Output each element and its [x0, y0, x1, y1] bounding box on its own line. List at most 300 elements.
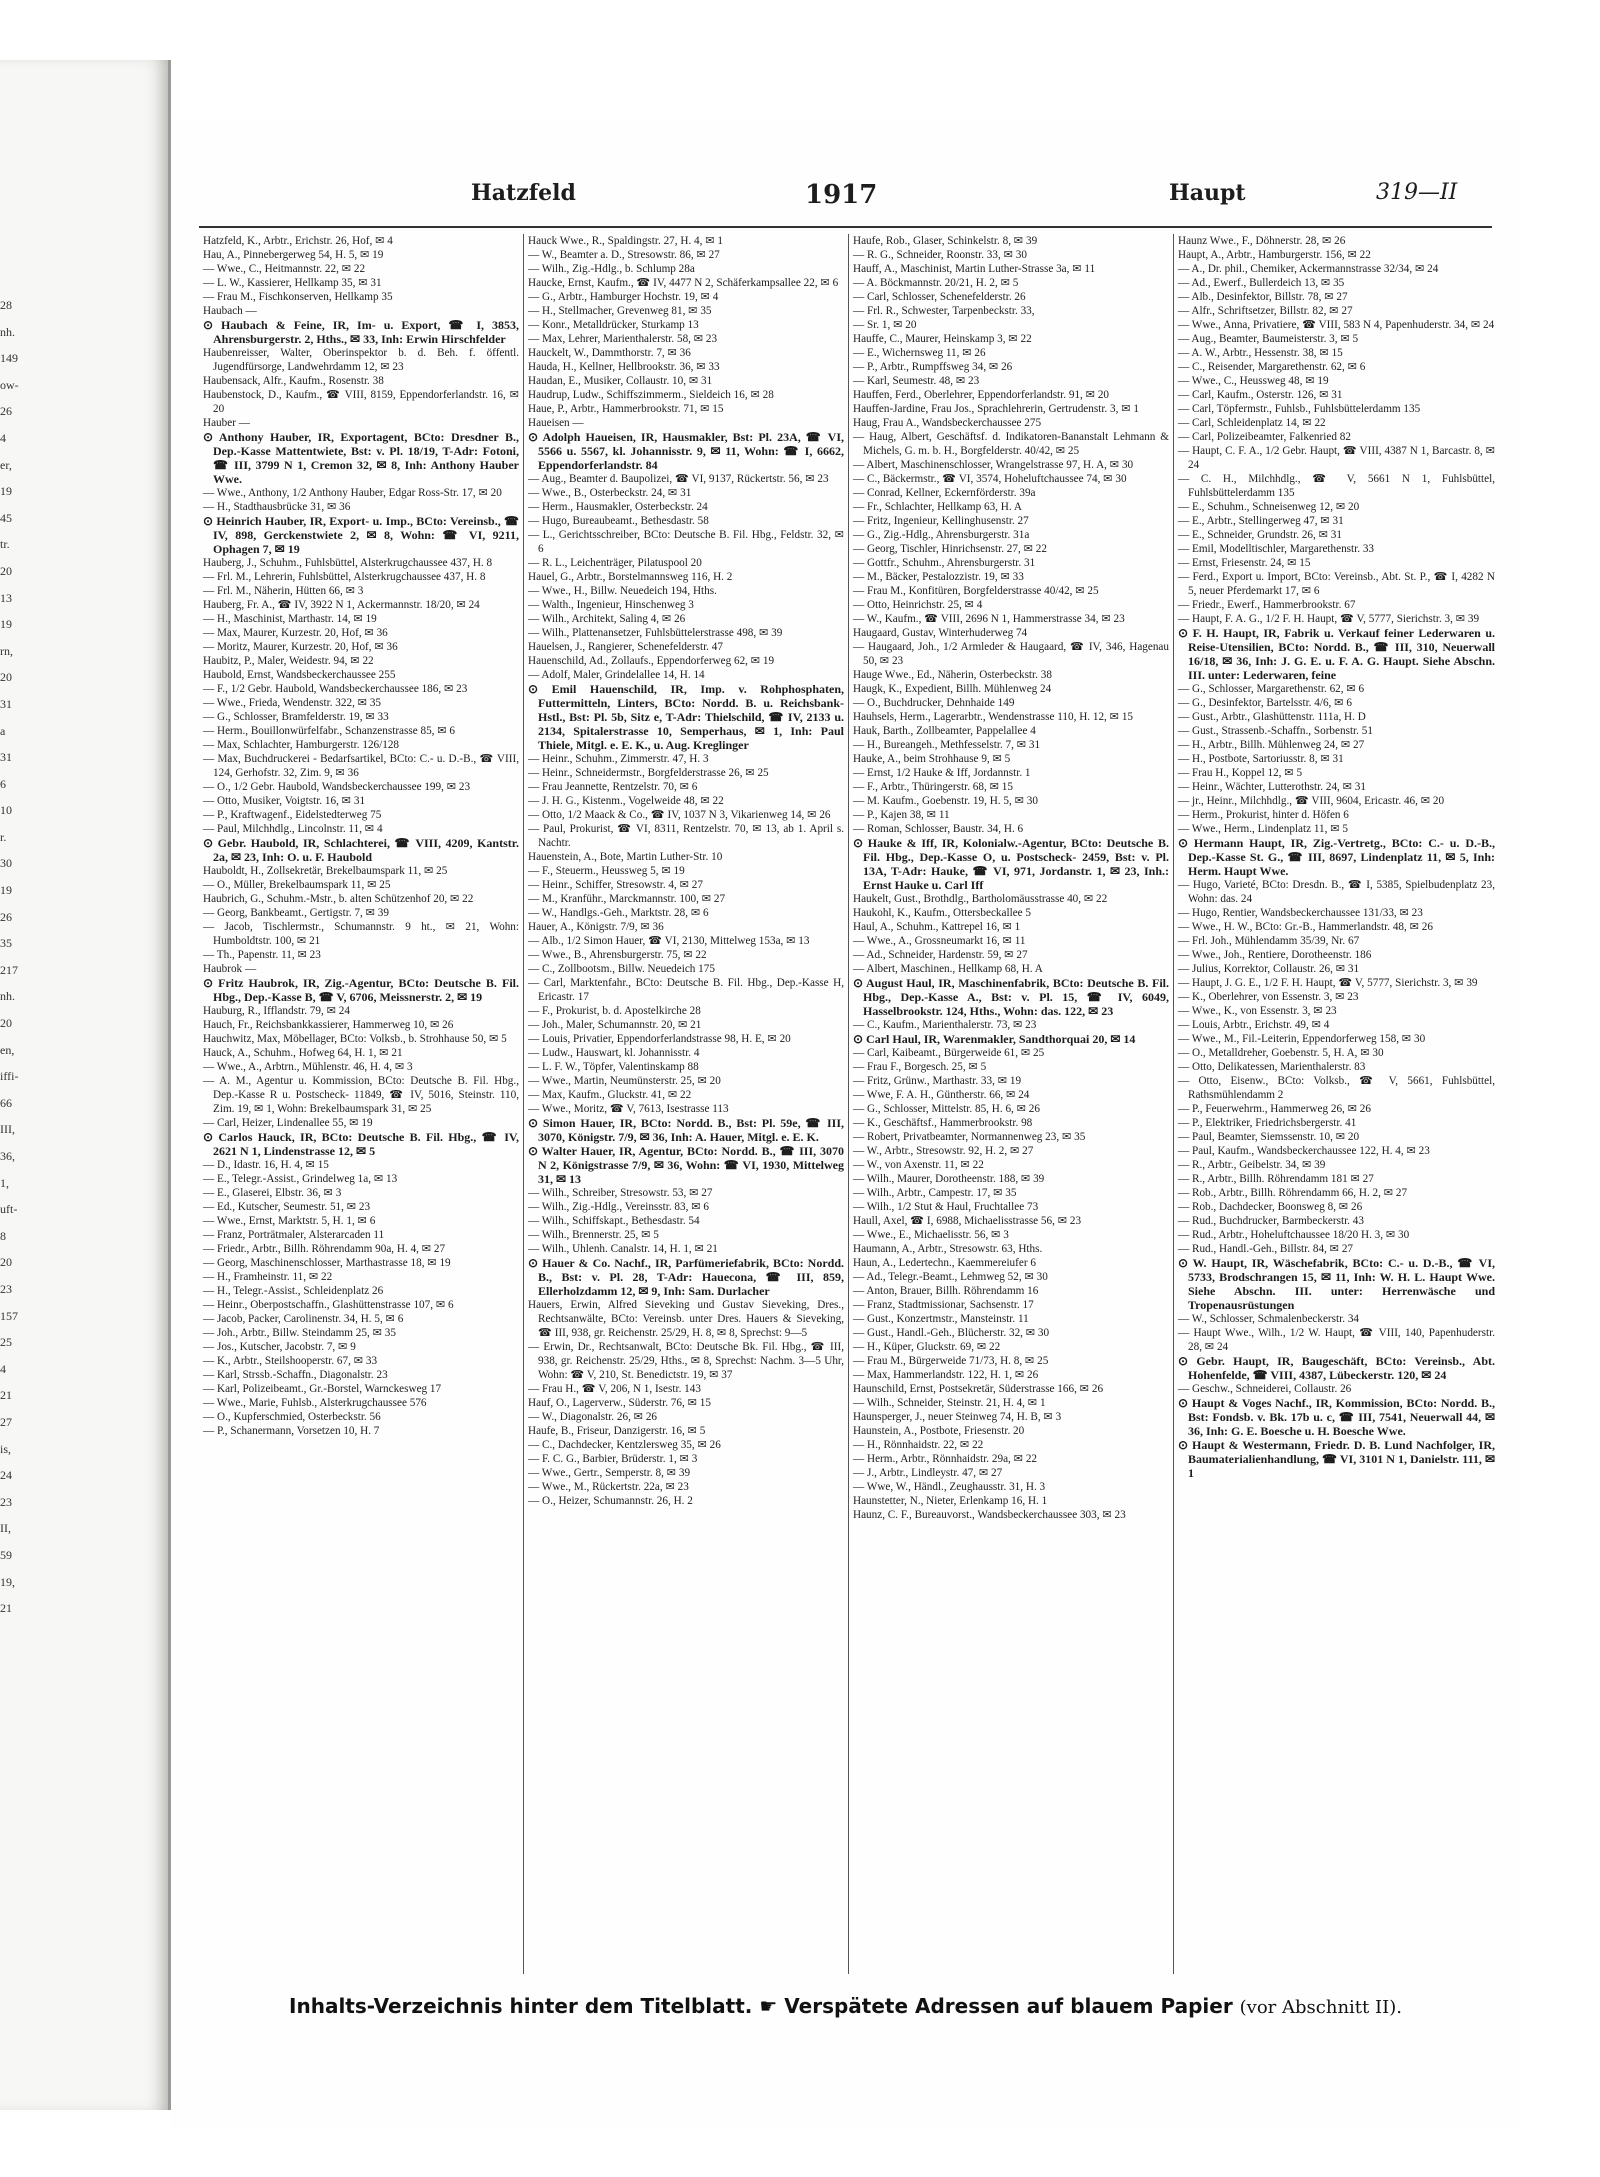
directory-entry: ⊙ Carl Haul, IR, Warenmakler, Sandthorquai 20, ✉ 14: [853, 1032, 1136, 1046]
previous-page-fragment: 4: [0, 430, 6, 445]
directory-entry: — M., Bäcker, Pestalozzistr. 19, ✉ 33: [853, 571, 1024, 583]
directory-entry: — Herm., Hausmakler, Osterbeckstr. 24: [528, 501, 708, 513]
previous-page-fragment: nh.: [0, 989, 15, 1004]
footer-left-text: Inhalts-Verzeichnis hinter dem Titelblatt.: [289, 1994, 753, 2018]
directory-entry: — P., Kraftwagenf., Eidelstedterweg 75: [203, 809, 382, 821]
directory-entry: — A. M., Agentur u. Kommission, BCto: Deutsche B. Fil. Hbg., Dep.-Kasse R u. Postscheck- 11849, ☎ IV, 5016, Steinstr. 110, Zim. 19, ✉ 1, Wohn: Brekelbaumspark 31, ✉ 25: [203, 1075, 519, 1115]
previous-page-fragment: 24: [0, 1468, 12, 1483]
directory-entry: — J., Arbtr., Lindleystr. 47, ✉ 27: [853, 1467, 1003, 1479]
directory-entry: — Frau M., Fischkonserven, Hellkamp 35: [203, 291, 393, 303]
directory-entry: — K., Arbtr., Steilshooperstr. 67, ✉ 33: [203, 1355, 378, 1367]
directory-entry: Hauer, A., Königstr. 7/9, ✉ 36: [528, 921, 664, 933]
directory-entry: — Hugo, Rentier, Wandsbeckerchaussee 131/33, ✉ 23: [1178, 907, 1423, 919]
directory-entry: — Haupt, J. G. E., 1/2 F. H. Haupt, ☎ V, 5777, Sierichstr. 3, ✉ 39: [1178, 977, 1478, 989]
previous-page-fragment: nh.: [0, 324, 15, 339]
directory-entry: Haunstein, A., Postbote, Friesenstr. 20: [853, 1425, 1025, 1437]
directory-entry: — Carl, Kaibeamt., Bürgerweide 61, ✉ 25: [853, 1047, 1045, 1059]
directory-entry: — C., Reisender, Margarethenstr. 62, ✉ 6: [1178, 361, 1366, 373]
directory-entry: — Alb., Desinfektor, Billstr. 78, ✉ 27: [1178, 291, 1348, 303]
directory-entry: — Georg, Tischler, Hinrichsenstr. 27, ✉ 22: [853, 543, 1047, 555]
directory-entry: — Herm., Arbtr., Rönnhaidstr. 29a, ✉ 22: [853, 1453, 1038, 1465]
directory-entry: — W., Diagonalstr. 26, ✉ 26: [528, 1411, 658, 1423]
directory-entry: Hauel, G., Arbtr., Borstelmannsweg 116, H. 2: [528, 571, 733, 583]
previous-page-fragment: 157: [0, 1308, 18, 1323]
directory-entry: — Wwe., Moritz, ☎ V, 7613, Isestrasse 113: [528, 1103, 729, 1115]
directory-entry: ⊙ W. Haupt, IR, Wäschefabrik, BCto: C.- u. D.-B., ☎ VI, 5733, Brodschrangen 15, ✉ 11, Inh: W. H. L. Haupt Wwe. Siehe Abschn. III. unter: Herrenwäsche und Tropenausrüstungen: [1178, 1256, 1495, 1312]
directory-entry: — G., Schlosser, Mittelstr. 85, H. 6, ✉ 26: [853, 1103, 1040, 1115]
directory-entry: — Herm., Bouillonwürfelfabr., Schanzenstrasse 85, ✉ 6: [203, 725, 456, 737]
directory-entry: — Wwe., Joh., Rentiere, Dorotheenstr. 186: [1178, 949, 1372, 961]
directory-entry: Haugk, K., Expedient, Billh. Mühlenweg 24: [853, 683, 1052, 695]
directory-entry: — Frau F., Borgesch. 25, ✉ 5: [853, 1061, 987, 1073]
directory-entry: — Haug, Albert, Geschäftsf. d. Indikatoren-Bananstalt Lehmann & Michels, G. m. b. H., Borgfelderstr. 40/42, ✉ 25: [853, 431, 1169, 457]
directory-entry: ⊙ Carlos Hauck, IR, BCto: Deutsche B. Fil. Hbg., ☎ IV, 2621 N 1, Lindenstrasse 12, ✉ 5: [203, 1130, 519, 1158]
directory-entry: — Otto, Eisenw., BCto: Volksb., ☎ V, 5661, Fuhlsbüttel, Rathsmühlendamm 2: [1178, 1075, 1495, 1101]
directory-entry: — Wwe., M., Fil.-Leiterin, Eppendorferweg 158, ✉ 30: [1178, 1033, 1426, 1045]
directory-entry: — Erwin, Dr., Rechtsanwalt, BCto: Deutsche Bk. Fil. Hbg., ☎ III, 938, gr. Reichenstr. 25/29, Hths., ✉ 8, Sprechst: Nachm. 3—5 Uhr, Wohn: ☎ V, 210, St. Benedictstr. 19, ✉ 37: [528, 1341, 844, 1381]
directory-entry: — Georg, Bankbeamt., Gertigstr. 7, ✉ 39: [203, 907, 389, 919]
directory-entry: — O., Heizer, Schumannstr. 26, H. 2: [528, 1495, 693, 1507]
previous-page-fragment: 20: [0, 1255, 12, 1270]
directory-entry: — Wwe., A., Arbtrn., Mühlenstr. 46, H. 4, ✉ 3: [203, 1061, 413, 1073]
previous-page-fragment: 27: [0, 1414, 12, 1429]
directory-entry: — Otto, Delikatessen, Marienthalerstr. 83: [1178, 1061, 1366, 1073]
directory-entry: — H., Küper, Gluckstr. 69, ✉ 22: [853, 1341, 1001, 1353]
previous-page-fragment: 19,: [0, 1574, 15, 1589]
directory-entry: — Heinr., Wächter, Lutterothstr. 24, ✉ 31: [1178, 781, 1366, 793]
directory-entry: — Carl, Heizer, Lindenallee 55, ✉ 19: [203, 1117, 373, 1129]
directory-entry: Hauber —: [203, 417, 250, 429]
directory-entry: — Wwe., A., Grossneumarkt 16, ✉ 11: [853, 935, 1026, 947]
directory-entry: — K., Geschäftsf., Hammerbrookstr. 98: [853, 1117, 1033, 1129]
directory-entry: Hauberg, Fr. A., ☎ IV, 3922 N 1, Ackermannstr. 18/20, ✉ 24: [203, 599, 480, 611]
directory-entry: — W., Handlgs.-Geh., Marktstr. 28, ✉ 6: [528, 907, 709, 919]
directory-entry: Hauboldt, H., Zollsekretär, Brekelbaumspark 11, ✉ 25: [203, 865, 448, 877]
directory-entry: — C., Kaufm., Marienthalerstr. 73, ✉ 23: [853, 1019, 1037, 1031]
directory-entry: — Heinr., Schuhm., Zimmerstr. 47, H. 3: [528, 753, 709, 765]
directory-entry: — Konr., Metalldrücker, Sturkamp 13: [528, 319, 699, 331]
directory-entry: — Wwe., C., Heussweg 48, ✉ 19: [1178, 375, 1329, 387]
directory-entry: — Adolf, Maler, Grindelallee 14, H. 14: [528, 669, 705, 681]
previous-page-fragment: 1,: [0, 1175, 9, 1190]
previous-page-fragment: 23: [0, 1494, 12, 1509]
directory-entry: — Emil, Modelltischler, Margarethenstr. 33: [1178, 543, 1375, 555]
directory-entry: ⊙ Hermann Haupt, IR, Zig.-Vertretg., BCto: C.- u. D.-B., Dep.-Kasse St. G., ☎ III, 8697, Lindenplatz 11, ✉ 5, Inh: Herm. Haupt Wwe.: [1178, 836, 1495, 878]
directory-entry: — Roman, Schlosser, Baustr. 34, H. 6: [853, 823, 1024, 835]
directory-entry: ⊙ F. H. Haupt, IR, Fabrik u. Verkauf feiner Lederwaren u. Reise-Utensilien, BCto: Nordd. B., ☎ III, 310, Neuerwall 16/18, ✉ 36, Inh: J. G. E. u. F. A. G. Haupt. Siehe Abschn. III. unter: Lederwaren, feine: [1178, 626, 1495, 682]
directory-entry: Hauge Wwe., Ed., Näherin, Osterbeckstr. 38: [853, 669, 1052, 681]
directory-entry: — Frl. R., Schwester, Tarpenbeckstr. 33,: [853, 305, 1035, 317]
directory-entry: — Fritz, Ingenieur, Kellinghusenstr. 27: [853, 515, 1029, 527]
directory-entry: — Moritz, Maurer, Kurzestr. 20, Hof, ✉ 36: [203, 641, 398, 653]
header-right-name: Haupt: [1169, 180, 1246, 206]
directory-entry: — G., Schlosser, Bramfelderstr. 19, ✉ 33: [203, 711, 389, 723]
directory-entry: Hauelsen, J., Rangierer, Schenefelderstr. 47: [528, 641, 723, 653]
directory-entry: Hau, A., Pinnebergerweg 54, H. 5, ✉ 19: [203, 249, 384, 261]
directory-entry: — Fr., Schlachter, Hellkamp 63, H. A: [853, 501, 1022, 513]
directory-entry: — Jacob, Tischlermstr., Schumannstr. 9 ht., ✉ 21, Wohn: Humboldtstr. 100, ✉ 21: [203, 921, 519, 947]
directory-entry: — Heinr., Oberpostschaffn., Glashüttenstrasse 107, ✉ 6: [203, 1299, 454, 1311]
directory-entry: — H., Stadthausbrücke 31, ✉ 36: [203, 501, 351, 513]
previous-page-fragment: 23: [0, 1281, 12, 1296]
previous-page-fragment: iffi-: [0, 1069, 19, 1084]
directory-entry: — Julius, Korrektor, Collaustr. 26, ✉ 31: [1178, 963, 1360, 975]
previous-page-fragment: 25: [0, 1335, 12, 1350]
previous-page-fragment: is,: [0, 1441, 12, 1456]
directory-entry: Haukelt, Gust., Brothdlg., Bartholomäusstrasse 40, ✉ 22: [853, 893, 1108, 905]
directory-entry: — F., 1/2 Gebr. Haubold, Wandsbeckerchaussee 186, ✉ 23: [203, 683, 468, 695]
previous-page-fragment: 20: [0, 563, 12, 578]
directory-entry: — Wwe., Marie, Fuhlsb., Alsterkrugchaussee 576: [203, 1397, 427, 1409]
directory-entry: — Hugo, Bureaubeamt., Bethesdastr. 58: [528, 515, 709, 527]
directory-entry: — Aug., Beamter d. Baupolizei, ☎ VI, 9137, Rückertstr. 56, ✉ 23: [528, 473, 829, 485]
directory-entry: — Wwe., Frieda, Wendenstr. 322, ✉ 35: [203, 697, 382, 709]
directory-entry: — Gust., Konzertmstr., Mansteinstr. 11: [853, 1313, 1029, 1325]
directory-entry: Hauhsels, Herm., Lagerarbtr., Wendenstrasse 110, H. 12, ✉ 15: [853, 711, 1134, 723]
previous-page-fragment: III,: [0, 1122, 15, 1137]
directory-entry: ⊙ Adolph Haueisen, IR, Hausmakler, Bst: Pl. 23A, ☎ VI, 5566 u. 5567, kl. Johannisstr. 9, ✉ 11, Wohn: ☎ I, 6662, Eppendorferlandstr. 84: [528, 430, 844, 472]
directory-entry: — Carl, Marktenfahr., BCto: Deutsche B. Fil. Hbg., Dep.-Kasse H, Ericastr. 17: [528, 977, 844, 1003]
previous-page-fragment: r.: [0, 829, 7, 844]
directory-entry: — Wwe, F. A. H., Güntherstr. 66, ✉ 24: [853, 1089, 1030, 1101]
directory-entry: Haubach —: [203, 305, 257, 317]
footer-note: (vor Abschnitt II).: [1239, 1997, 1402, 2018]
previous-page-fragment: 30: [0, 856, 12, 871]
directory-entry: — Otto, Heinrichstr. 25, ✉ 4: [853, 599, 983, 611]
directory-entry: — jr., Heinr., Milchhdlg., ☎ VIII, 9604, Ericastr. 46, ✉ 20: [1178, 795, 1445, 807]
directory-entry: — Aug., Beamter, Baumeisterstr. 3, ✉ 5: [1178, 333, 1359, 345]
directory-entry: — Carl, Töpfermstr., Fuhlsb., Fuhlsbüttelerdamm 135: [1178, 403, 1421, 415]
directory-entry: — O., Buchdrucker, Dehnhaide 149: [853, 697, 1015, 709]
directory-entry: ⊙ Emil Hauenschild, IR, Imp. v. Rohphosphaten, Futtermitteln, Linters, BCto: Nordd. B. u. Reichsbank-Hstl., Bst: Pl. 5b, Sitz e, T-Adr: Thielschild, ☎ IV, 2133 u. 2134, Spitalerstrasse 10, Semperhaus, ✉ 1, Inh: Paul Thiele, Mitgl. e. E. K., u. Aug. Kreglinger: [528, 682, 844, 752]
directory-entry: Hauff, A., Maschinist, Martin Luther-Strasse 3a, ✉ 11: [853, 263, 1096, 275]
directory-entry: — Frl. M., Näherin, Hütten 66, ✉ 3: [203, 585, 364, 597]
directory-entry: — Sr. 1, ✉ 20: [853, 319, 917, 331]
previous-page-fragment: 45: [0, 510, 12, 525]
directory-entry: — Geschw., Schneiderei, Collaustr. 26: [1178, 1383, 1352, 1395]
directory-entry: — Ferd., Export u. Import, BCto: Vereinsb., Abt. St. P., ☎ I, 4282 N 5, neuer Pferdemarkt 17, ✉ 6: [1178, 571, 1495, 597]
directory-entry: — Paul, Prokurist, ☎ VI, 8311, Rentzelstr. 70, ✉ 13, ab 1. April s. Nachtr.: [528, 823, 844, 849]
page-footer: [207, 1994, 1484, 2018]
directory-entry: ⊙ August Haul, IR, Maschinenfabrik, BCto: Deutsche B. Fil. Hbg., Dep.-Kasse A., Bst: v. Pl. 15, ☎ IV, 6049, Hasselbrookstr. 124, Hths., Wohn: das. 122, ✉ 23: [853, 976, 1169, 1018]
directory-entry: — L., Gerichtsschreiber, BCto: Deutsche B. Fil. Hbg., Feldstr. 32, ✉ 6: [528, 529, 844, 555]
directory-column-1: [199, 234, 524, 1974]
directory-entry: — Wwe., C., Heitmannstr. 22, ✉ 22: [203, 263, 366, 275]
directory-entry: — Frau H., Koppel 12, ✉ 5: [1178, 767, 1303, 779]
directory-entry: — Wwe., H., Billw. Neuedeich 194, Hths.: [528, 585, 717, 597]
directory-entry: — Ad., Schneider, Hardenstr. 59, ✉ 27: [853, 949, 1028, 961]
directory-entry: — Rud., Buchdrucker, Barmbeckerstr. 43: [1178, 1215, 1364, 1227]
directory-entry: — Ad., Telegr.-Beamt., Lehmweg 52, ✉ 30: [853, 1271, 1048, 1283]
directory-entry: — H., Telegr.-Assist., Schleidenplatz 26: [203, 1285, 384, 1297]
directory-entry: Haucke, Ernst, Kaufm., ☎ IV, 4477 N 2, Schäferkampsallee 22, ✉ 6: [528, 277, 839, 289]
directory-entry: ⊙ Gebr. Haupt, IR, Baugeschäft, BCto: Vereinsb., Abt. Hohenfelde, ☎ VIII, 4387, Lübeckerstr. 120, ✉ 24: [1178, 1354, 1495, 1382]
previous-page-fragment: en,: [0, 1042, 15, 1057]
directory-entry: — E., Telegr.-Assist., Grindelweg 1a, ✉ 13: [203, 1173, 398, 1185]
directory-column-3: [849, 234, 1174, 1974]
directory-entry: Haubensack, Alfr., Kaufm., Rosenstr. 38: [203, 375, 384, 387]
directory-entry: — Wilh., Schiffskapt., Bethesdastr. 54: [528, 1215, 700, 1227]
directory-entry: Haubenstock, D., Kaufm., ☎ VIII, 8159, Eppendorferlandstr. 16, ✉ 20: [203, 389, 519, 415]
directory-entry: ⊙ Haubach & Feine, IR, Im- u. Export, ☎ I, 3853, Ahrensburgerstr. 2, Hths., ✉ 33, Inh: Erwin Hirschfelder: [203, 318, 519, 346]
directory-entry: ⊙ Gebr. Haubold, IR, Schlachterei, ☎ VIII, 4209, Kantstr. 2a, ✉ 23, Inh: O. u. F. Haubold: [203, 836, 519, 864]
previous-page-fragment: ow-: [0, 377, 19, 392]
directory-entry: — F., Steuerm., Heussweg 5, ✉ 19: [528, 865, 685, 877]
directory-entry: — Paul, Kaufm., Wandsbeckerchaussee 122, H. 4, ✉ 23: [1178, 1145, 1430, 1157]
directory-entry: Haupt, A., Arbtr., Hamburgerstr. 156, ✉ 22: [1178, 249, 1371, 261]
directory-entry: — Gust., Arbtr., Glashüttenstr. 111a, H. D: [1178, 711, 1366, 723]
directory-entry: ⊙ Heinrich Hauber, IR, Export- u. Imp., BCto: Vereinsb., ☎ IV, 898, Gerckenstwiete 2, ✉ 8, Wohn: ☎ VI, 9211, Ophagen 7, ✉ 19: [203, 514, 519, 556]
directory-entry: — Wilh., Architekt, Saling 4, ✉ 26: [528, 613, 686, 625]
directory-entry: — W., Arbtr., Stresowstr. 92, H. 2, ✉ 27: [853, 1145, 1034, 1157]
directory-entry: — G., Desinfektor, Bartelsstr. 4/6, ✉ 6: [1178, 697, 1352, 709]
directory-entry: ⊙ Walter Hauer, IR, Agentur, BCto: Nordd. B., ☎ III, 3070 N 2, Königstrasse 7/9, ✉ 36, Wohn: ☎ VI, 1930, Mittelweg 31, ✉ 13: [528, 1144, 844, 1186]
directory-entry: ⊙ Fritz Haubrok, IR, Zig.-Agentur, BCto: Deutsche B. Fil. Hbg., Dep.-Kasse B, ☎ V, 6706, Meissnerstr. 2, ✉ 19: [203, 976, 519, 1004]
directory-entry: — Paul, Milchhdlg., Lincolnstr. 11, ✉ 4: [203, 823, 383, 835]
previous-page-fragment: a: [0, 723, 6, 738]
directory-entry: — H., Framheinstr. 11, ✉ 22: [203, 1271, 333, 1283]
directory-entry: Haunschild, Ernst, Postsekretär, Süderstrasse 166, ✉ 26: [853, 1383, 1104, 1395]
directory-entry: — P., Feuerwehrm., Hammerweg 26, ✉ 26: [1178, 1103, 1371, 1115]
directory-entry: — C., Zollbootsm., Billw. Neuedeich 175: [528, 963, 715, 975]
directory-entry: — Wwe., B., Osterbeckstr. 24, ✉ 31: [528, 487, 692, 499]
directory-entry: Hatzfeld, K., Arbtr., Erichstr. 26, Hof, ✉ 4: [203, 235, 393, 247]
header-page-number: 319—II: [1376, 180, 1458, 205]
directory-entry: — H., Rönnhaidstr. 22, ✉ 22: [853, 1439, 984, 1451]
directory-entry: — Frl. M., Lehrerin, Fuhlsbüttel, Alsterkrugchaussee 437, H. 8: [203, 571, 486, 583]
directory-entry: — Wilh., Uhlenh. Canalstr. 14, H. 1, ✉ 21: [528, 1243, 718, 1255]
directory-entry: — Robert, Privatbeamter, Normannenweg 23, ✉ 35: [853, 1131, 1086, 1143]
directory-entry: — A. Böckmannstr. 20/21, H. 2, ✉ 5: [853, 277, 1019, 289]
directory-page: [171, 118, 1520, 2128]
directory-entry: — O., Kupferschmied, Osterbeckstr. 56: [203, 1411, 381, 1423]
directory-entry: — R., Arbtr., Geibelstr. 34, ✉ 39: [1178, 1159, 1326, 1171]
directory-entry: — Georg, Maschinenschlosser, Marthastrasse 18, ✉ 19: [203, 1257, 451, 1269]
directory-entry: — Jacob, Packer, Carolinenstr. 34, H. 5, ✉ 6: [203, 1313, 404, 1325]
directory-entry: Haueisen —: [528, 417, 584, 429]
directory-entry: — P., Arbtr., Rumpffsweg 34, ✉ 26: [853, 361, 1013, 373]
directory-entry: — Louis, Privatier, Eppendorferlandstrasse 98, H. E, ✉ 20: [528, 1033, 791, 1045]
directory-entry: Hauch, Fr., Reichsbankkassierer, Hammerweg 10, ✉ 26: [203, 1019, 454, 1031]
directory-entry: Haunz Wwe., F., Döhnerstr. 28, ✉ 26: [1178, 235, 1346, 247]
directory-entry: Hauf, O., Lagerverw., Süderstr. 76, ✉ 15: [528, 1397, 711, 1409]
directory-entry: — D., Idastr. 16, H. 4, ✉ 15: [203, 1159, 329, 1171]
directory-entry: — Friedr., Ewerf., Hammerbrookstr. 67: [1178, 599, 1356, 611]
directory-entry: — Haupt, C. F. A., 1/2 Gebr. Haupt, ☎ VIII, 4387 N 1, Barcastr. 8, ✉ 24: [1178, 445, 1495, 471]
previous-page-fragment: rn,: [0, 643, 13, 658]
directory-entry: — Th., Papenstr. 11, ✉ 23: [203, 949, 321, 961]
directory-entry: ⊙ Hauke & Iff, IR, Kolonialw.-Agentur, BCto: Deutsche B. Fil. Hbg., Dep.-Kasse O, u. Postscheck- 2459, Bst: v. Pl. 13A, T-Adr: Hauke, ☎ VI, 971, Jordanstr. 1, ✉ 23, Inh.: Ernst Hauke u. Carl Iff: [853, 836, 1169, 892]
directory-entry: — Hugo, Varieté, BCto: Dresdn. B., ☎ I, 5385, Spielbudenplatz 23, Wohn: das. 24: [1178, 879, 1495, 905]
directory-entry: Hauenschild, Ad., Zollaufs., Eppendorferweg 62, ✉ 19: [528, 655, 775, 667]
directory-entry: — C., Bäckermstr., ☎ VI, 3574, Hoheluftchaussee 74, ✉ 30: [853, 473, 1127, 485]
directory-entry: Haug, Frau A., Wandsbeckerchaussee 275: [853, 417, 1042, 429]
directory-entry: — W., Beamter a. D., Stresowstr. 86, ✉ 27: [528, 249, 720, 261]
directory-entry: — Wwe, W., Händl., Zeughausstr. 31, H. 3: [853, 1481, 1046, 1493]
directory-entry: Hauffen, Ferd., Oberlehrer, Eppendorferlandstr. 91, ✉ 20: [853, 389, 1110, 401]
previous-page-fragment: 149: [0, 351, 18, 366]
directory-entry: — K., Oberlehrer, von Essenstr. 3, ✉ 23: [1178, 991, 1359, 1003]
directory-entry: — Wwe., Martin, Neumünsterstr. 25, ✉ 20: [528, 1075, 721, 1087]
directory-entry: Haubold, Ernst, Wandsbeckerchaussee 255: [203, 669, 396, 681]
directory-entry: — Ed., Kutscher, Seumestr. 51, ✉ 23: [203, 1201, 371, 1213]
directory-entry: Haubenreisser, Walter, Oberinspektor b. d. Beh. f. öffentl. Jugendfürsorge, Landwehrdamm 12, ✉ 23: [203, 347, 519, 373]
directory-entry: — P., Elektriker, Friedrichsbergerstr. 41: [1178, 1117, 1357, 1129]
directory-entry: — F., Arbtr., Thüringerstr. 68, ✉ 15: [853, 781, 1013, 793]
directory-entry: — Wwe., Ernst, Marktstr. 5, H. 1, ✉ 6: [203, 1215, 376, 1227]
previous-page-fragment: 20: [0, 1016, 12, 1031]
directory-entry: — F., Prokurist, b. d. Apostelkirche 28: [528, 1005, 701, 1017]
directory-entry: Haubrok —: [203, 963, 257, 975]
directory-entry: — Joh., Maler, Schumannstr. 20, ✉ 21: [528, 1019, 702, 1031]
directory-entry: — Paul, Beamter, Siemssenstr. 10, ✉ 20: [1178, 1131, 1360, 1143]
directory-entry: — Ad., Ewerf., Bullerdeich 13, ✉ 35: [1178, 277, 1345, 289]
directory-column-2: [524, 234, 849, 1974]
directory-entry: — C. H., Milchhdlg., ☎ V, 5661 N 1, Fuhlsbüttel, Fuhlsbüttelerdamm 135: [1178, 473, 1495, 499]
directory-entry: — Max, Hammerlandstr. 122, H. 1, ✉ 26: [853, 1369, 1039, 1381]
previous-page-fragment: 13: [0, 590, 12, 605]
directory-entry: ⊙ Simon Hauer, IR, BCto: Nordd. B., Bst: Pl. 59e, ☎ III, 3070, Königstr. 7/9, ✉ 36, Inh: A. Hauer, Mitgl. e. E. K.: [528, 1116, 844, 1144]
directory-entry: — Wwe., Gertr., Semperstr. 8, ✉ 39: [528, 1467, 691, 1479]
previous-page-fragment: 31: [0, 750, 12, 765]
directory-entry: — Heinr., Schiffer, Stresowstr. 4, ✉ 27: [528, 879, 703, 891]
previous-page-fragment: 26: [0, 404, 12, 419]
directory-entry: — Wwe., Herm., Lindenplatz 11, ✉ 5: [1178, 823, 1348, 835]
directory-entry: — Wwe., K., von Essenstr. 3, ✉ 23: [1178, 1005, 1337, 1017]
directory-entry: — Frau M., Konfitüren, Borgfelderstrasse 40/42, ✉ 25: [853, 585, 1099, 597]
directory-entry: Haunsperger, J., neuer Steinweg 74, H. B, ✉ 3: [853, 1411, 1062, 1423]
directory-entry: Haukohl, K., Kaufm., Ottersbeckallee 5: [853, 907, 1032, 919]
previous-page-fragment: 4: [0, 1361, 6, 1376]
previous-page-fragment: tr.: [0, 537, 10, 552]
directory-entry: — H., Arbtr., Billh. Mühlenweg 24, ✉ 27: [1178, 739, 1365, 751]
directory-entry: Hauckelt, W., Dammthorstr. 7, ✉ 36: [528, 347, 691, 359]
footer-right-text: Verspätete Adressen auf blauem Papier: [784, 1994, 1233, 2018]
directory-entry: Hauffe, C., Maurer, Heinskamp 3, ✉ 22: [853, 333, 1032, 345]
directory-entry: — Wilh., Zig.-Hdlg., b. Schlump 28a: [528, 263, 695, 275]
directory-entry: — Heinr., Schneidermstr., Borgfelderstrasse 26, ✉ 25: [528, 767, 769, 779]
directory-entry: — E., Wichernsweg 11, ✉ 26: [853, 347, 986, 359]
directory-entry: — Franz, Stadtmissionar, Sachsenstr. 17: [853, 1299, 1034, 1311]
directory-entry: — P., Kajen 38, ✉ 11: [853, 809, 950, 821]
directory-entry: — Rud., Arbtr., Hoheluftchaussee 18/20 H. 3, ✉ 30: [1178, 1229, 1410, 1241]
directory-entry: — F. C. G., Barbier, Brüderstr. 1, ✉ 3: [528, 1453, 698, 1465]
directory-entry: — Friedr., Arbtr., Billh. Röhrendamm 90a, H. 4, ✉ 27: [203, 1243, 446, 1255]
directory-entry: — E., Arbtr., Stellingerweg 47, ✉ 31: [1178, 515, 1344, 527]
directory-entry: — Frau Jeannette, Rentzelstr. 70, ✉ 6: [528, 781, 698, 793]
directory-entry: — Albert, Maschinenschlosser, Wrangelstrasse 97, H. A, ✉ 30: [853, 459, 1134, 471]
directory-entry: — C., Dachdecker, Kentzlersweg 35, ✉ 26: [528, 1439, 721, 1451]
directory-entry: — Karl, Seumestr. 48, ✉ 23: [853, 375, 980, 387]
directory-entry: — L. F. W., Töpfer, Valentinskamp 88: [528, 1061, 699, 1073]
directory-entry: Hauers, Erwin, Alfred Sieveking und Gustav Sieveking, Dres., Rechtsanwälte, BCto: Vereinsb. unter Dres. Hauers & Sieveking, ☎ III, 938, gr. Reichenstr. 25/29, H. 8, ✉ 8, Sprechst: 9—5: [528, 1299, 844, 1339]
previous-page-fragment: II,: [0, 1521, 11, 1536]
directory-entry: — H., Bureangeh., Methfesselstr. 7, ✉ 31: [853, 739, 1041, 751]
directory-entry: — W., Schlosser, Schmalenbeckerstr. 34: [1178, 1313, 1360, 1325]
directory-entry: — P., Schanermann, Vorsetzen 10, H. 7: [203, 1425, 380, 1437]
previous-page-fragment: 19: [0, 484, 12, 499]
directory-entry: — H., Stellmacher, Grevenweg 81, ✉ 35: [528, 305, 712, 317]
directory-entry: Hauck, A., Schuhm., Hofweg 64, H. 1, ✉ 21: [203, 1047, 403, 1059]
directory-entry: — Rud., Handl.-Geh., Billstr. 84, ✉ 27: [1178, 1243, 1354, 1255]
directory-entry: — Max, Schlachter, Hamburgerstr. 126/128: [203, 739, 400, 751]
directory-entry: Haudrup, Ludw., Schiffszimmerm., Sieldeich 16, ✉ 28: [528, 389, 774, 401]
directory-entry: — G., Schlosser, Margarethenstr. 62, ✉ 6: [1178, 683, 1365, 695]
directory-entry: — J. H. G., Kistenm., Vogelweide 48, ✉ 22: [528, 795, 724, 807]
directory-entry: — Gust., Strassenb.-Schaffn., Sorbenstr. 51: [1178, 725, 1373, 737]
header-year: 1917: [805, 180, 878, 210]
directory-entry: — Haugaard, Joh., 1/2 Armleder & Haugaard, ☎ IV, 346, Hagenau 50, ✉ 23: [853, 641, 1169, 667]
directory-entry: — Carl, Kaufm., Osterstr. 126, ✉ 31: [1178, 389, 1343, 401]
page-header: [171, 180, 1520, 220]
directory-entry: — Wilh., Zig.-Hdlg., Vereinsstr. 83, ✉ 6: [528, 1201, 709, 1213]
directory-entry: — Wwe., E., Michaelisstr. 56, ✉ 3: [853, 1229, 1009, 1241]
directory-entry: — A., Dr. phil., Chemiker, Ackermannstrasse 32/34, ✉ 24: [1178, 263, 1439, 275]
directory-entry: — R. G., Schneider, Roonstr. 33, ✉ 30: [853, 249, 1027, 261]
directory-entry: — R. L., Leichenträger, Pilatuspool 20: [528, 557, 702, 569]
directory-entry: — Rob., Dachdecker, Boonsweg 8, ✉ 26: [1178, 1201, 1363, 1213]
previous-page-fragment: er,: [0, 457, 12, 472]
directory-entry: — E., Schuhm., Schneisenweg 12, ✉ 20: [1178, 501, 1360, 513]
directory-entry: — Carl, Schlosser, Schenefelderstr. 26: [853, 291, 1026, 303]
directory-entry: Haunz, C. F., Bureauvorst., Wandsbeckerchaussee 303, ✉ 23: [853, 1509, 1126, 1521]
previous-page-fragment: uft-: [0, 1202, 18, 1217]
directory-entry: — Wilh., Schreiber, Stresowstr. 53, ✉ 27: [528, 1187, 713, 1199]
directory-entry: — Gust., Handl.-Geh., Blücherstr. 32, ✉ 30: [853, 1327, 1050, 1339]
directory-entry: Haugaard, Gustav, Winterhuderweg 74: [853, 627, 1028, 639]
directory-entry: — Frau H., ☎ V, 206, N 1, Isestr. 143: [528, 1383, 701, 1395]
directory-entry: — M., Kranführ., Marckmannstr. 100, ✉ 27: [528, 893, 726, 905]
directory-entry: — Ernst, Friesenstr. 24, ✉ 15: [1178, 557, 1311, 569]
directory-entry: — Haupt, F. A. G., 1/2 F. H. Haupt, ☎ V, 5777, Sierichstr. 3, ✉ 39: [1178, 613, 1480, 625]
directory-entry: — A. W., Arbtr., Hessenstr. 38, ✉ 15: [1178, 347, 1343, 359]
directory-entry: — Wwe., M., Rückertstr. 22a, ✉ 23: [528, 1481, 689, 1493]
directory-entry: Hauda, H., Kellner, Hellbrookstr. 36, ✉ 33: [528, 361, 720, 373]
previous-page-fragment: 21: [0, 1388, 12, 1403]
directory-entry: — Gottfr., Schuhm., Ahrensburgerstr. 31: [853, 557, 1036, 569]
directory-entry: — Wwe., Anthony, 1/2 Anthony Hauber, Edgar Ross-Str. 17, ✉ 20: [203, 487, 502, 499]
directory-entry: — Joh., Arbtr., Billw. Steindamm 25, ✉ 35: [203, 1327, 396, 1339]
previous-page-fragment: 8: [0, 1228, 6, 1243]
directory-entry: — Wilh., Arbtr., Campestr. 17, ✉ 35: [853, 1187, 1017, 1199]
directory-entry: Hauchwitz, Max, Möbellager, BCto: Volksb., b. Strohhause 50, ✉ 5: [203, 1033, 507, 1045]
directory-entry: — Ernst, 1/2 Hauke & Iff, Jordannstr. 1: [853, 767, 1031, 779]
directory-entry: — Max, Lehrer, Marienthalerstr. 58, ✉ 23: [528, 333, 718, 345]
header-left-name: Hatzfeld: [471, 180, 576, 206]
directory-entry: — O., 1/2 Gebr. Haubold, Wandsbeckerchaussee 199, ✉ 23: [203, 781, 471, 793]
directory-entry: — Fritz, Grünw., Marthastr. 33, ✉ 19: [853, 1075, 1022, 1087]
directory-entry: — Wilh., 1/2 Stut & Haul, Fruchtallee 73: [853, 1201, 1039, 1213]
directory-entry: — Walth., Ingenieur, Hinschenweg 3: [528, 599, 694, 611]
header-rule: [199, 226, 1492, 228]
directory-entry: — Rob., Arbtr., Billh. Röhrendamm 66, H. 2, ✉ 27: [1178, 1187, 1408, 1199]
previous-page-fragment: 19: [0, 617, 12, 632]
previous-page-fragment: 19: [0, 883, 12, 898]
directory-entry: Haue, P., Arbtr., Hammerbrookstr. 71, ✉ 15: [528, 403, 724, 415]
directory-entry: — R., Arbtr., Billh. Röhrendamm 181 ✉ 27: [1178, 1173, 1374, 1185]
directory-entry: — W., von Axenstr. 11, ✉ 22: [853, 1159, 984, 1171]
directory-entry: — Jos., Kutscher, Jacobstr. 7, ✉ 9: [203, 1341, 356, 1353]
directory-entry: — Anton, Brauer, Billh. Röhrendamm 16: [853, 1285, 1039, 1297]
directory-entry: ⊙ Hauer & Co. Nachf., IR, Parfümeriefabrik, BCto: Nordd. B., Bst: v. Pl. 28, T-Adr: Hauecona, ☎ III, 859, Ellerholzdamm 12, ✉ 9, Inh: Sam. Durlacher: [528, 1256, 844, 1298]
directory-entry: — W., Kaufm., ☎ VIII, 2696 N 1, Hammerstrasse 34, ✉ 23: [853, 613, 1125, 625]
previous-page-fragment: 28: [0, 298, 12, 312]
directory-entry: Haubitz, P., Maler, Weidestr. 94, ✉ 22: [203, 655, 374, 667]
previous-page-fragment: 66: [0, 1095, 12, 1110]
directory-entry: Haufe, B., Friseur, Danzigerstr. 16, ✉ 5: [528, 1425, 706, 1437]
directory-entry: Haumann, A., Arbtr., Stresowstr. 63, Hths.: [853, 1243, 1043, 1255]
directory-entry: — Frl. Joh., Mühlendamm 35/39, Nr. 67: [1178, 935, 1360, 947]
